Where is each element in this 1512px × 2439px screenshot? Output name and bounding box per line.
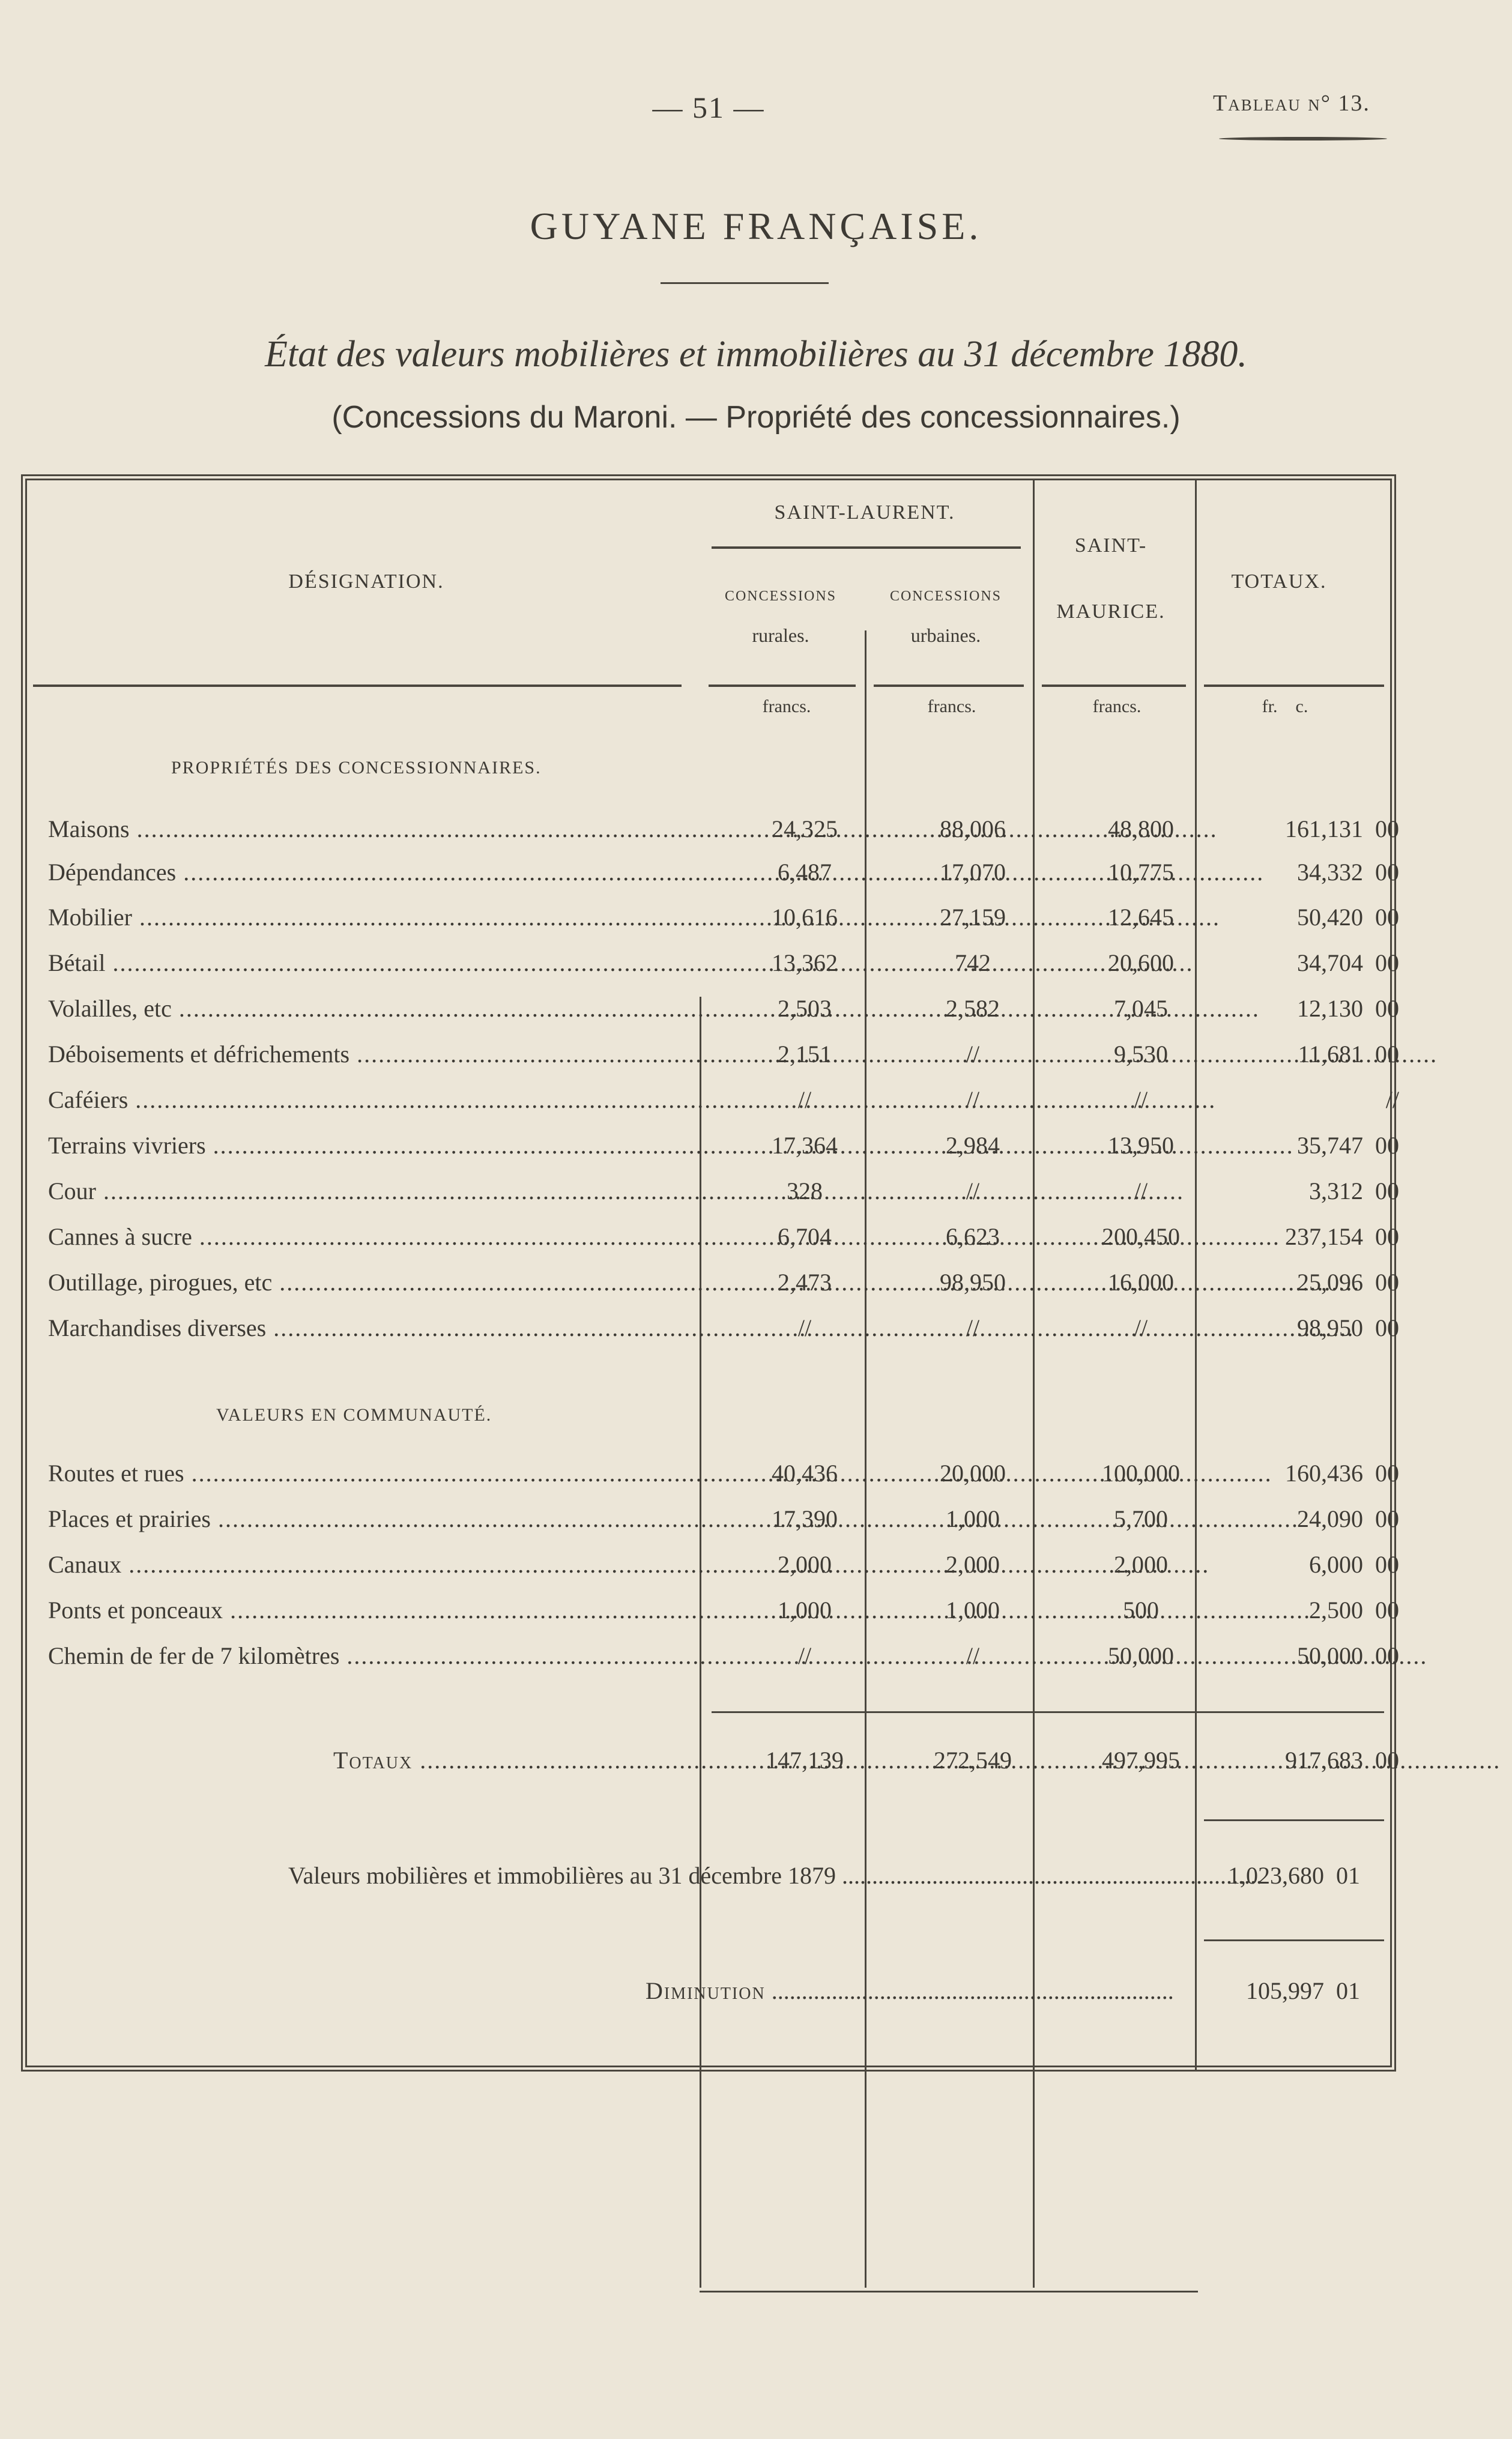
- table-reference-underline: [1219, 137, 1387, 141]
- col-rule-3: [1033, 480, 1035, 2288]
- prev-rule: [1204, 1939, 1384, 1941]
- totals-rule-top: [712, 1711, 1384, 1713]
- header-col2-top: CONCESSIONS: [889, 588, 1002, 604]
- unit-col4: fr. c.: [1262, 697, 1308, 716]
- header-col1-bottom: rurales.: [752, 624, 809, 646]
- header-rule-c1: [709, 685, 856, 687]
- header-col1-top: CONCESSIONS: [724, 588, 837, 604]
- header-saint-laurent: SAINT-LAURENT.: [774, 501, 955, 524]
- page-number: — 51 —: [652, 91, 765, 124]
- totals-rule-bottom: [700, 2291, 1198, 2292]
- previous-year-label: Valeurs mobilières et immobilières au 31 décembre 1879 ......................................................................: [288, 1862, 1262, 1889]
- header-col3-line2: MAURICE.: [1056, 600, 1166, 623]
- header-col4: TOTAUX.: [1231, 570, 1327, 593]
- header-col2-bottom: urbaines.: [910, 624, 981, 646]
- page-subtitle-detail: (Concessions du Maroni. — Propriété des concessionnaires.): [331, 400, 1181, 435]
- title-rule: [661, 282, 829, 284]
- header-rule-c2: [874, 685, 1024, 687]
- header-rule-designation: [33, 685, 682, 687]
- header-col3-line1: SAINT-: [1074, 534, 1148, 557]
- diminution-label: Diminution ...................................................................: [646, 1977, 1174, 2004]
- saint-laurent-rule: [712, 546, 1021, 549]
- unit-col3: francs.: [1092, 697, 1142, 716]
- section-proprietes: PROPRIÉTÉS DES CONCESSIONNAIRES.: [171, 758, 542, 778]
- section-communaute: VALEURS EN COMMUNAUTÉ.: [216, 1405, 492, 1425]
- unit-col2: francs.: [927, 697, 976, 716]
- table-reference: Tableau n° 13.: [1213, 91, 1370, 116]
- page-subtitle: État des valeurs mobilières et immobilières au 31 décembre 1880.: [265, 334, 1247, 375]
- totals-rule-c4: [1204, 1819, 1384, 1821]
- header-rule-c3: [1042, 685, 1186, 687]
- previous-year-value: 1,023,680 01: [1228, 1862, 1360, 1889]
- page-title: GUYANE FRANÇAISE.: [530, 205, 982, 247]
- unit-col1: francs.: [762, 697, 811, 716]
- header-rule-c4: [1204, 685, 1384, 687]
- header-designation: DÉSIGNATION.: [288, 570, 444, 593]
- diminution-value: 105,997 01: [1246, 1977, 1360, 2004]
